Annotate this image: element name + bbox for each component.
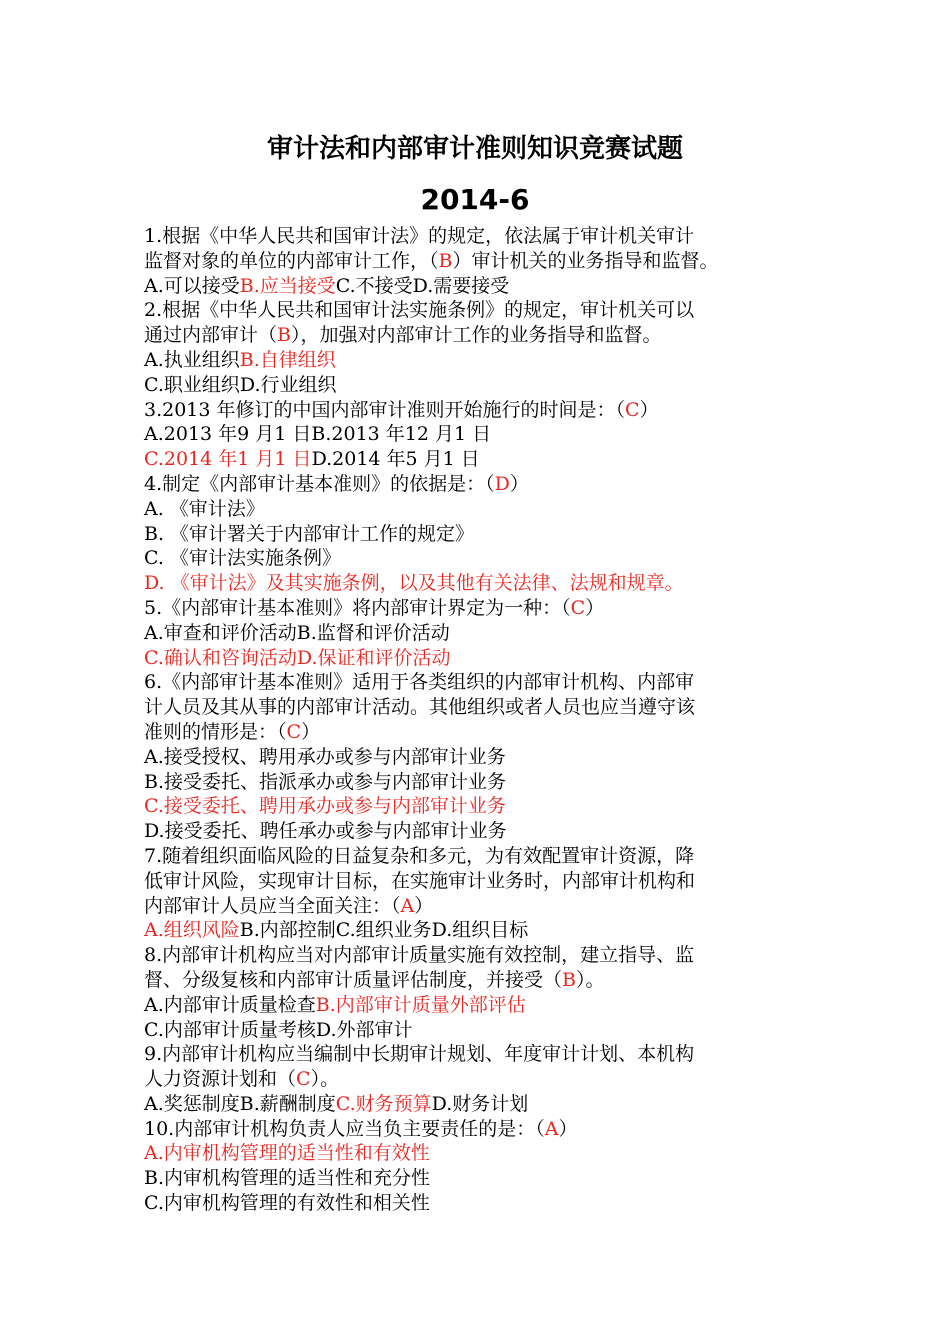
body-text: 准则的情形是：（ (144, 720, 287, 743)
answer-text: B (438, 249, 453, 272)
answer-text: B.内部审计质量外部评估 (315, 993, 526, 1016)
answer-text: C.确认和咨询活动 (144, 646, 297, 669)
answer-text: C (625, 398, 640, 421)
answer-text: B (562, 968, 576, 991)
text-line (144, 249, 834, 274)
text-line (144, 1191, 834, 1216)
body-text: A.奖惩制度B.薪酬制度 (144, 1092, 336, 1115)
text-line (144, 621, 834, 646)
body-text: 人力资源计划和（ (144, 1068, 297, 1091)
text-line (144, 422, 834, 447)
text-line (144, 373, 834, 398)
text-line (144, 819, 834, 844)
text-line (144, 745, 834, 770)
body-text: A.内部审计质量检查 (144, 993, 316, 1016)
body-text: A.可以接受 (144, 274, 240, 297)
text-line (144, 1141, 834, 1166)
text-line (144, 348, 834, 373)
body-text: 10.内部审计机构负责人应当负主要责任的是：（ (144, 1117, 545, 1140)
body-text: 低审计风险，实现审计目标，在实施审计业务时，内部审计机构和 (144, 869, 696, 892)
body-text: ） (558, 1117, 578, 1140)
answer-text: C (570, 596, 586, 619)
text-line (144, 596, 834, 621)
text-line (144, 869, 834, 894)
body-text: C.职业组织D.行业组织 (144, 373, 337, 396)
body-text: A.审查和评价活动B.监督和评价活动 (144, 621, 450, 644)
body-text: ） (585, 596, 605, 619)
body-text: A.2013 年9 月1 日B.2013 年12 月1 日 (144, 423, 492, 446)
body-text: 3.2013 年修订的中国内部审计准则开始施行的时间是：（ (144, 398, 626, 421)
page-title: 审计法和内部审计准则知识竞赛试题 (266, 134, 683, 164)
text-line (144, 943, 834, 968)
body-text: ） (414, 894, 434, 917)
body-text: C.内部审计质量考核D.外部审计 (144, 1018, 413, 1041)
body-text: ） (639, 398, 659, 421)
body-text: 2.根据《中华人民共和国审计法实施条例》的规定，审计机关可以 (144, 299, 695, 322)
body-text: 8.内部审计机构应当对内部审计质量实施有效控制，建立指导、监 (144, 944, 695, 967)
body-text: B. 《审计署关于内部审计工作的规定》 (144, 522, 475, 545)
text-line (144, 546, 834, 571)
body-text: ） (509, 472, 529, 495)
body-text: ），加强对内部审计工作的业务指导和监督。 (290, 324, 662, 347)
text-line (144, 398, 834, 423)
body-text: A. 《审计法》 (144, 497, 265, 520)
body-text: B.内审机构管理的适当性和充分性 (144, 1167, 431, 1190)
answer-text: D.保证和评价活动 (296, 646, 451, 669)
answer-text: B.应当接受 (239, 274, 336, 297)
answer-text: C (286, 720, 302, 743)
text-line (144, 968, 834, 993)
body-text: C.内审机构管理的有效性和相关性 (144, 1192, 430, 1215)
body-text: D.接受委托、聘任承办或参与内部审计业务 (144, 820, 507, 843)
text-line (144, 472, 834, 497)
text-line (144, 794, 834, 819)
answer-text: A (544, 1117, 559, 1140)
body-text: 计人员及其从事的内部审计活动。其他组织或者人员也应当遵守该 (144, 696, 696, 719)
text-line (144, 1018, 834, 1043)
text-line (144, 323, 834, 348)
body-text: B.内部控制C.组织业务D.组织目标 (239, 919, 529, 942)
answer-text: D. 《审计法》及其实施条例，以及其他有关法律、法规和规章。 (144, 572, 684, 595)
body-text: 内部审计人员应当全面关注：（ (144, 894, 401, 917)
body-text: 通过内部审计（ (144, 324, 278, 347)
body-text: C.不接受D.需要接受 (335, 274, 510, 297)
text-line (144, 695, 834, 720)
body-text: ）。 (310, 1068, 340, 1091)
text-line (144, 447, 834, 472)
answer-text: B (277, 324, 291, 347)
answer-text: C (296, 1068, 311, 1091)
text-line (144, 993, 834, 1018)
answer-text: C.2014 年1 月1 日 (144, 448, 312, 471)
answer-text: A.组织风险 (144, 919, 240, 942)
text-line (144, 1042, 834, 1067)
text-line (144, 571, 834, 596)
body-text: ）。 (575, 968, 605, 991)
text-line (144, 844, 834, 869)
body-text: D.财务计划 (431, 1092, 529, 1115)
body-text: ）审计机关的业务指导和监督。 (452, 249, 719, 272)
text-line (144, 298, 834, 323)
text-line (144, 224, 834, 249)
body-text: ） (301, 720, 321, 743)
body-text: D.2014 年5 月1 日 (311, 448, 480, 471)
body-text: C. 《审计法实施条例》 (144, 547, 341, 570)
question-list (144, 224, 834, 1216)
body-text: 5.《内部审计基本准则》将内部审计界定为一种：（ (144, 596, 571, 619)
body-text: 监督对象的单位的内部审计工作，（ (144, 249, 439, 272)
answer-text: C.接受委托、聘用承办或参与内部审计业务 (144, 795, 506, 818)
text-line (144, 918, 834, 943)
text-line (144, 1166, 834, 1191)
answer-text: A (400, 894, 415, 917)
body-text: 4.制定《内部审计基本准则》的依据是：（ (144, 472, 495, 495)
text-line (144, 1117, 834, 1142)
text-line (144, 497, 834, 522)
answer-text: A.内审机构管理的适当性和有效性 (144, 1142, 430, 1165)
body-text: 9.内部审计机构应当编制中长期审计规划、年度审计计划、本机构 (144, 1043, 695, 1066)
answer-text: C.财务预算 (335, 1092, 432, 1115)
body-text: 6.《内部审计基本准则》适用于各类组织的内部审计机构、内部审 (144, 671, 695, 694)
body-text: 7.随着组织面临风险的日益复杂和多元，为有效配置审计资源，降 (144, 844, 695, 867)
text-line (144, 274, 834, 299)
body-text: B.接受委托、指派承办或参与内部审计业务 (144, 770, 507, 793)
text-line (144, 522, 834, 547)
text-line (144, 720, 834, 745)
body-text: 督、分级复核和内部审计质量评估制度，并接受（ (144, 968, 563, 991)
text-line (144, 770, 834, 795)
page-subtitle: 2014-6 (420, 183, 530, 216)
body-text: A.接受授权、聘用承办或参与内部审计业务 (144, 745, 506, 768)
text-line (144, 646, 834, 671)
body-text: 1.根据《中华人民共和国审计法》的规定，依法属于审计机关审计 (144, 225, 695, 247)
text-line (144, 670, 834, 695)
text-line (144, 1067, 834, 1092)
text-line (144, 1092, 834, 1117)
answer-text: B.自律组织 (239, 348, 336, 371)
body-text: A.执业组织 (144, 348, 240, 371)
text-line (144, 894, 834, 919)
answer-text: D (494, 472, 510, 495)
